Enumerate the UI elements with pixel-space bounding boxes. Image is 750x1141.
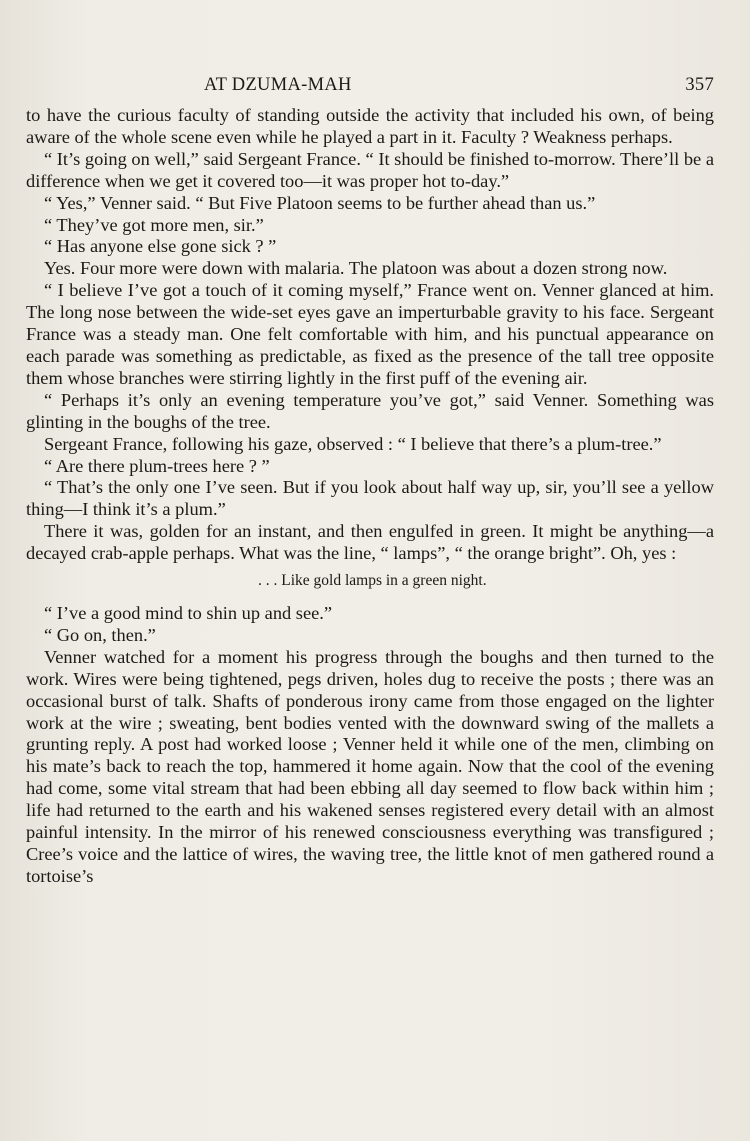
paragraph: “ Has anyone else gone sick ? ” <box>44 236 277 257</box>
page-header <box>26 75 714 99</box>
paragraph: “ Perhaps it’s only an evening temperature you’ve got,” said Venner. Something was glinting in the boughs of the tree. <box>26 389 714 432</box>
paragraph: “ That’s the only one I’ve seen. But if you look about half way up, sir, you’ll see a yellow thing—I think it’s a plum.” <box>26 477 714 520</box>
paragraph: There it was, golden for an instant, and then engulfed in green. It might be anything—a decayed crab-apple perhaps. What was the line, “ lamps”, “ the orange bright”. Oh, yes : <box>26 521 714 564</box>
verse-quote: . . . Like gold lamps in a green night. <box>258 572 487 590</box>
paragraph: “ They’ve got more men, sir.” <box>44 214 264 235</box>
paragraph: “ Go on, then.” <box>44 624 156 645</box>
paragraph: Sergeant France, following his gaze, observed : “ I believe that there’s a plum-tree.” <box>44 433 662 454</box>
paragraph: “ I’ve a good mind to shin up and see.” <box>44 603 333 624</box>
paragraph: “ I believe I’ve got a touch of it coming myself,” France went on. Venner glanced at him. The long nose between the wide-set eyes gave an imperturbable gravity to his face. Sergeant France was a steady man. One felt comfortable with him, and his punctual appearance on each parade was something as predictable, as fixed as the presence of the tall tree opposite them whose branches were stirring lightly in the first puff of the evening air. <box>26 280 714 388</box>
paragraph: Venner watched for a moment his progress through the boughs and then turned to the work. Wires were being tightened, pegs driven, holes dug to receive the posts ; there was an occasional burst of talk. Shafts of ponderous irony came from those engaged on the lighter work at the wire ; sweating, bent bodies vented with the downward swing of the mallets a grunting reply. A post had worked loose ; Venner held it while one of the men, climbing on his mate’s back to reach the top, hammered it home again. Now that the cool of the evening had come, some vital stream that had been ebbing all day seemed to flow back within him ; life had returned to the earth and his wakened senses registered every detail with an almost painful intensity. In the mirror of his renewed consciousness everything was transfigured ; Cree’s voice and the lattice of wires, the waving tree, the little knot of men gathered round a tortoise’s <box>26 646 714 886</box>
body-text <box>26 105 714 888</box>
page-number: 357 <box>685 75 714 95</box>
paragraph: “ Yes,” Venner said. “ But Five Platoon seems to be further ahead than us.” <box>44 192 596 213</box>
running-head: AT DZUMA-MAH <box>204 75 352 95</box>
paragraph: Yes. Four more were down with malaria. The platoon was about a dozen strong now. <box>44 258 668 279</box>
paragraph: “ Are there plum-trees here ? ” <box>44 455 270 476</box>
paragraph: “ It’s going on well,” said Sergeant France. “ It should be finished to-morrow. There’ll be a difference when we get it covered too—it was proper hot to-day.” <box>26 148 714 191</box>
paragraph: to have the curious faculty of standing outside the activity that included his own, of being aware of the whole scene even while he played a part in it. Faculty ? Weakness perhaps. <box>26 105 714 147</box>
